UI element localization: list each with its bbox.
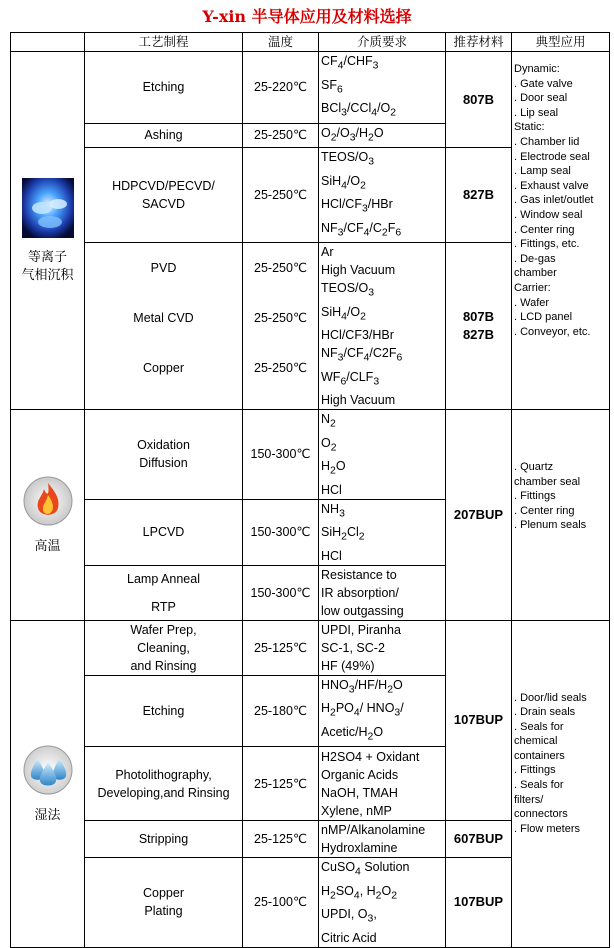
application-high-temp-item: . Center ring bbox=[514, 504, 575, 517]
media-hdpcvd: TEOS/$O_3$ $SiH_4/O_2$ HCl/$CF_3$/HBr $NF_3/CF_4/C_2F_6$ bbox=[319, 148, 446, 243]
application-wet-item: chemical bbox=[514, 735, 558, 748]
material-827b: 827B bbox=[446, 148, 512, 243]
process-wafer-prep: Wafer Prep, Cleaning, and Rinsing bbox=[85, 620, 243, 675]
temp-photo: 25-125℃ bbox=[243, 747, 319, 821]
category-plasma bbox=[11, 52, 85, 410]
media-ashing: $O_2/O_3/H_2O$ bbox=[319, 123, 446, 148]
application-wet-item: connectors bbox=[514, 808, 568, 821]
applications-high-temp bbox=[512, 410, 610, 621]
application-plasma-item: chamber bbox=[514, 267, 557, 280]
application-high-temp-item: chamber seal bbox=[514, 475, 581, 488]
material-107bup: 107BUP bbox=[446, 620, 512, 821]
application-high-temp-item: . Plenum seals bbox=[514, 519, 587, 532]
process-etching: Etching bbox=[85, 52, 243, 124]
category-high-temp bbox=[11, 410, 85, 621]
temp-wet-etching: 25-180℃ bbox=[243, 675, 319, 747]
process-ashing: Ashing bbox=[85, 123, 243, 148]
temp-hdpcvd: 25-250℃ bbox=[243, 148, 319, 243]
application-plasma-item: . Conveyor, etc. bbox=[514, 325, 591, 338]
application-wet-item: containers bbox=[514, 749, 565, 762]
category-wet bbox=[11, 620, 85, 947]
application-plasma-item: Dynamic: bbox=[514, 63, 560, 75]
process-pvd-group: PVD Metal CVD Copper bbox=[85, 243, 243, 410]
application-plasma-item: . Exhaust valve bbox=[514, 179, 589, 192]
plasma-photo-icon bbox=[22, 178, 74, 238]
header-blank bbox=[11, 33, 85, 52]
application-plasma-item: Static: bbox=[514, 121, 545, 134]
temp-lpcvd: 150-300℃ bbox=[243, 499, 319, 565]
application-wet-item: . Seals for bbox=[514, 720, 564, 733]
header-application: 典型应用 bbox=[512, 33, 610, 52]
application-plasma-item: . Fittings, etc. bbox=[514, 238, 580, 251]
application-wet-item: . Door/lid seals bbox=[514, 691, 587, 704]
application-wet-item: . Flow meters bbox=[514, 822, 581, 835]
category-plasma-line1: 等离子 bbox=[27, 248, 67, 264]
applications-wet bbox=[512, 620, 610, 947]
material-207bup: 207BUP bbox=[446, 410, 512, 621]
header-temp: 温度 bbox=[243, 33, 319, 52]
media-wet-etching: $HNO_3/HF/H_2O$ $H_2PO_4/$ $HNO_3/$ Acetic/$H_2O$ bbox=[319, 675, 446, 747]
page-title: Y-xin 半导体应用及材料选择 bbox=[202, 7, 412, 26]
application-high-temp-item: . Quartz bbox=[514, 461, 554, 473]
temp-etching: 25-220℃ bbox=[243, 52, 319, 124]
application-high-temp-item: . Fittings bbox=[514, 490, 556, 503]
temp-copper-plating: 25-100℃ bbox=[243, 858, 319, 948]
application-plasma-item: . Window seal bbox=[514, 208, 583, 221]
application-plasma-item: . Gas inlet/outlet bbox=[514, 194, 594, 207]
application-plasma-item: . Center ring bbox=[514, 223, 575, 236]
temp-ashing: 25-250℃ bbox=[243, 123, 319, 148]
media-rtp: Resistance to IR absorption/ low outgassing bbox=[319, 565, 446, 620]
application-plasma-item: . Electrode seal bbox=[514, 150, 590, 163]
process-photo: Photolithography, Developing,and Rinsing bbox=[85, 747, 243, 821]
application-plasma-item: . Gate valve bbox=[514, 77, 573, 90]
media-copper-plating: CuSO$_4$ Solution $H_2SO_4$, $H_2O_2$ UPDI, $O_3$, Citric Acid bbox=[319, 858, 446, 948]
media-lpcvd: $NH_3$ $SiH_2Cl_2$ HCl bbox=[319, 499, 446, 565]
material-107bup-plating: 107BUP bbox=[446, 858, 512, 948]
application-plasma-item: . Door seal bbox=[514, 92, 568, 105]
media-oxidation: $N_2$ $O_2$ $H_2O$ HCl bbox=[319, 410, 446, 500]
header-process: 工艺制程 bbox=[85, 33, 243, 52]
process-hdpcvd: HDPCVD/PECVD/ SACVD bbox=[85, 148, 243, 243]
application-plasma-item: Carrier: bbox=[514, 281, 551, 294]
process-lpcvd: LPCVD bbox=[85, 499, 243, 565]
category-wet-label: 湿法 bbox=[34, 806, 61, 822]
flame-icon bbox=[22, 475, 74, 527]
applications-plasma bbox=[512, 52, 610, 410]
material-807b: 807B bbox=[446, 52, 512, 148]
process-copper-plating: Copper Plating bbox=[85, 858, 243, 948]
category-plasma-line2: 气相沉积 bbox=[21, 266, 74, 282]
application-plasma-item: . De-gas bbox=[514, 252, 556, 265]
temp-stripping: 25-125℃ bbox=[243, 821, 319, 858]
media-stripping: nMP/Alkanolamine Hydroxlamine bbox=[319, 821, 446, 858]
media-wafer-prep: UPDI, Piranha SC-1, SC-2 HF (49%) bbox=[319, 620, 446, 675]
media-etching: $CF_4/CHF_3$ $SF_6$ $BCl_3/CCl_4/O_2$ bbox=[319, 52, 446, 124]
temp-oxidation: 150-300℃ bbox=[243, 410, 319, 500]
material-807b-827b: 807B 827B bbox=[446, 243, 512, 410]
process-wet-etching: Etching bbox=[85, 675, 243, 747]
temp-pvd-group: 25-250℃ 25-250℃ 25-250℃ bbox=[243, 243, 319, 410]
application-wet-item: . Seals for bbox=[514, 779, 564, 792]
application-plasma-item: . Lip seal bbox=[514, 106, 559, 119]
application-plasma-item: . Wafer bbox=[514, 296, 550, 309]
application-wet-item: filters/ bbox=[514, 793, 544, 806]
water-drops-icon bbox=[22, 744, 74, 796]
application-plasma-item: . Lamp seal bbox=[514, 165, 571, 178]
temp-rtp: 150-300℃ bbox=[243, 565, 319, 620]
header-media: 介质要求 bbox=[319, 33, 446, 52]
header-material: 推荐材料 bbox=[446, 33, 512, 52]
process-oxidation: Oxidation Diffusion bbox=[85, 410, 243, 500]
material-607bup: 607BUP bbox=[446, 821, 512, 858]
application-plasma-item: . LCD panel bbox=[514, 311, 573, 324]
process-rtp: Lamp Anneal RTP bbox=[85, 565, 243, 620]
materials-table bbox=[10, 32, 610, 948]
application-wet-item: . Drain seals bbox=[514, 706, 576, 719]
process-stripping: Stripping bbox=[85, 821, 243, 858]
application-wet-item: . Fittings bbox=[514, 764, 556, 777]
media-photo: H2SO4 + Oxidant Organic Acids NaOH, TMAH Xylene, nMP bbox=[319, 747, 446, 821]
application-plasma-item: . Chamber lid bbox=[514, 135, 580, 148]
media-pvd-group: Ar High Vacuum TEOS/$O_3$ $SiH_4/O_2$ HCl/CF3/HBr $NF_3/CF_4/C2F_6$ $WF_6/CLF_3$ High Vacuum bbox=[319, 243, 446, 410]
category-high-temp-label: 高温 bbox=[34, 537, 61, 553]
temp-wafer-prep: 25-125℃ bbox=[243, 620, 319, 675]
